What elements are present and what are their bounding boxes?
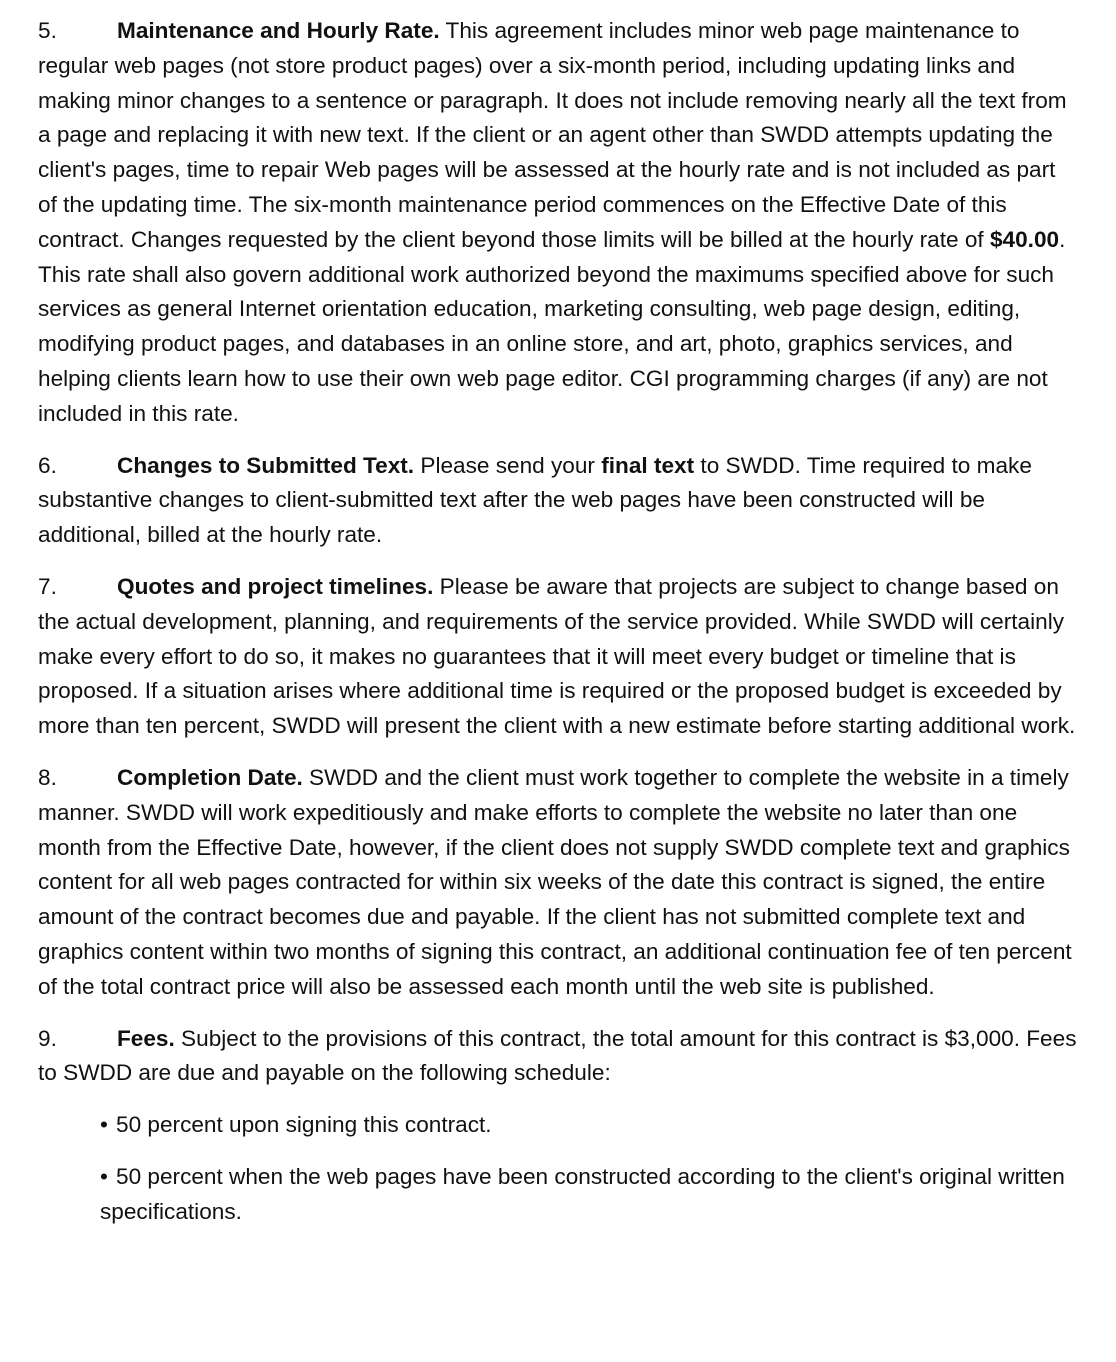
section-heading: Quotes and project timelines. xyxy=(117,573,434,599)
section-number: 6. xyxy=(38,452,57,478)
section-body-text: to SWDD. Time required to make substantive changes to client-submitted text after the web pages have been constructed will be additional, billed at the hourly rate. xyxy=(38,452,1032,548)
final-text-emphasis: final text xyxy=(601,452,695,478)
bullet-icon: • xyxy=(100,1163,108,1189)
section-body-text: Please be aware that projects are subject to change based on the actual development, planning, and requirements of the service provided. While SWDD will certainly make every effort to do so, it makes no guarantees that it will meet every budget or timeline that is proposed. If a situation arises where additional time is required or the proposed budget is exceeded by more than ten percent, SWDD will present the client with a new estimate before starting additional work. xyxy=(38,573,1076,739)
section-number: 5. xyxy=(38,18,57,43)
section-6-changes-to-text xyxy=(38,449,1078,553)
section-heading: Fees. xyxy=(117,1025,175,1051)
fee-schedule-item xyxy=(100,1160,1078,1230)
section-number: 8. xyxy=(38,764,57,790)
section-body-text: This agreement includes minor web page maintenance to regular web pages (not store product pages) over a six-month period, including updating links and making minor changes to a sentence or paragraph. It does not include removing nearly all the text from a page and replacing it with new text. If the client or an agent other than SWDD attempts updating the client's pages, time to repair Web pages will be assessed at the hourly rate and is not included as part of the updating time. The six-month maintenance period commences on the Effective Date of this contract. Changes requested by the client beyond those limits will be billed at the hourly rate of xyxy=(38,18,1067,252)
section-heading: Maintenance and Hourly Rate. xyxy=(117,18,440,43)
section-8-completion-date xyxy=(38,761,1078,1005)
section-number: 9. xyxy=(38,1025,57,1051)
fee-schedule-text: 50 percent when the web pages have been constructed according to the client's original written specifications. xyxy=(100,1163,1065,1224)
section-body-text: Please send your xyxy=(414,452,602,478)
section-5-maintenance xyxy=(38,14,1078,432)
bullet-icon: • xyxy=(100,1112,108,1138)
hourly-rate-value: $40.00 xyxy=(989,226,1060,252)
fee-schedule-text: 50 percent upon signing this contract. xyxy=(116,1112,492,1138)
section-body-text: . This rate shall also govern additional work authorized beyond the maximums specified above for such services as general Internet orientation education, marketing consulting, web page design, editing, modifying product pages, and databases in an online store, and art, photo, graphics services, and helping clients learn how to use their own web page editor. CGI programming charges (if any) are not included in this rate. xyxy=(38,226,1066,426)
section-heading: Completion Date. xyxy=(117,764,303,790)
section-9-fees xyxy=(38,1022,1078,1092)
section-body-text: Subject to the provisions of this contract, the total amount for this contract is $3,000. Fees to SWDD are due and payable on the following schedule: xyxy=(38,1025,1077,1086)
section-body-text: SWDD and the client must work together to complete the website in a timely manner. SWDD will work expeditiously and make efforts to complete the website no later than one month from the Effective Date, however, if the client does not supply SWDD complete text and graphics content for all web pages contracted for within six weeks of the date this contract is signed, the entire amount of the contract becomes due and payable. If the client has not submitted complete text and graphics content within two months of signing this contract, an additional continuation fee of ten percent of the total contract price will also be assessed each month until the web site is published. xyxy=(38,764,1072,999)
contract-document xyxy=(38,14,1078,1247)
section-number: 7. xyxy=(38,573,57,599)
section-heading: Changes to Submitted Text. xyxy=(117,452,415,478)
fee-schedule-item xyxy=(100,1108,1078,1143)
section-7-quotes-timelines xyxy=(38,570,1078,744)
